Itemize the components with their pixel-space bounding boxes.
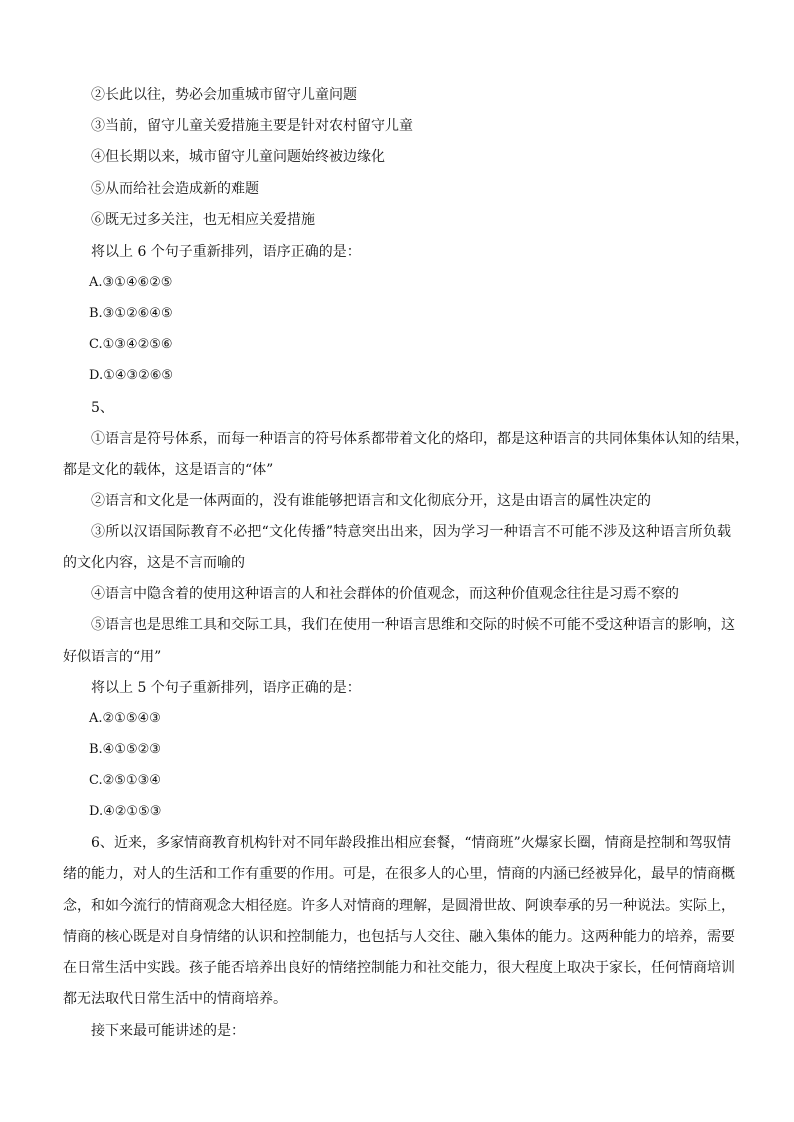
q4-sentence-3: ③当前，留守儿童关爱措施主要是针对农村留守儿童 bbox=[91, 118, 413, 134]
q5-sentence-3-line-2: 的文化内容，这是不言而喻的 bbox=[63, 555, 245, 571]
q5-option-b: B.④①⑤②③ bbox=[89, 742, 161, 757]
q4-option-c: C.①③④②⑤⑥ bbox=[89, 337, 173, 352]
q5-number: 5、 bbox=[91, 400, 114, 416]
q5-sentence-3-line-1: ③所以汉语国际教育不必把“文化传播”特意突出出来，因为学习一种语言不可能不涉及这种语言所负载 bbox=[91, 524, 731, 540]
q5-sentence-4: ④语言中隐含着的使用这种语言的人和社会群体的价值观念，而这种价值观念往往是习焉不察的 bbox=[91, 586, 679, 602]
q5-option-d: D.④②①⑤③ bbox=[89, 804, 162, 819]
q6-passage-line-6: 都无法取代日常生活中的情商培养。 bbox=[63, 991, 287, 1007]
q4-option-d: D.①④③②⑥⑤ bbox=[89, 368, 174, 383]
q4-sentence-6: ⑥既无过多关注，也无相应关爱措施 bbox=[91, 212, 315, 228]
q5-sentence-1-line-1: ①语言是符号体系，而每一种语言的符号体系都带着文化的烙印，都是这种语言的共同体集体认知的结果， bbox=[91, 431, 749, 447]
q6-passage-line-4: 情商的核心既是对自身情绪的认识和控制能力，也包括与人交往、融入集体的能力。这两种能力的培养，需要 bbox=[63, 929, 735, 945]
q4-sentence-4: ④但长期以来，城市留守儿童问题始终被边缘化 bbox=[91, 149, 385, 165]
q4-option-b: B.③①②⑥④⑤ bbox=[89, 306, 173, 321]
q6-passage-line-2: 绪的能力，对人的生活和工作有重要的作用。可是，在很多人的心里，情商的内涵已经被异化，最早的情商概 bbox=[63, 866, 735, 882]
q5-sentence-5-line-1: ⑤语言也是思维工具和交际工具，我们在使用一种语言思维和交际的时候不可能不受这种语言的影响，这 bbox=[91, 617, 735, 633]
q5-option-a: A.②①⑤④③ bbox=[89, 711, 161, 726]
q4-sentence-5: ⑤从而给社会造成新的难题 bbox=[91, 181, 259, 197]
q4-prompt: 将以上 6 个句子重新排列，语序正确的是： bbox=[91, 244, 361, 260]
q5-option-c: C.②⑤①③④ bbox=[89, 773, 161, 788]
q4-sentence-2: ②长此以往，势必会加重城市留守儿童问题 bbox=[91, 87, 357, 103]
q6-passage-line-3: 念，和如今流行的情商观念大相径庭。许多人对情商的理解，是圆滑世故、阿谀奉承的另一种说法。实际上， bbox=[63, 898, 735, 914]
q5-sentence-5-line-2: 好似语言的“用” bbox=[63, 649, 162, 665]
q6-prompt: 接下来最可能讲述的是： bbox=[91, 1023, 245, 1039]
q6-passage-line-5: 在日常生活中实践。孩子能否培养出良好的情绪控制能力和社交能力，很大程度上取决于家长，任何情商培训 bbox=[63, 960, 735, 976]
q5-sentence-1-line-2: 都是文化的载体，这是语言的“体” bbox=[63, 462, 274, 478]
q4-option-a: A.③①④⑥②⑤ bbox=[89, 275, 173, 290]
q6-passage-line-1: 6、近来，多家情商教育机构针对不同年龄段推出相应套餐，“情商班”火爆家长圈，情商是控制和驾驭情 bbox=[91, 835, 731, 851]
q5-prompt: 将以上 5 个句子重新排列，语序正确的是： bbox=[91, 680, 361, 696]
q5-sentence-2: ②语言和文化是一体两面的，没有谁能够把语言和文化彻底分开，这是由语言的属性决定的 bbox=[91, 493, 651, 509]
